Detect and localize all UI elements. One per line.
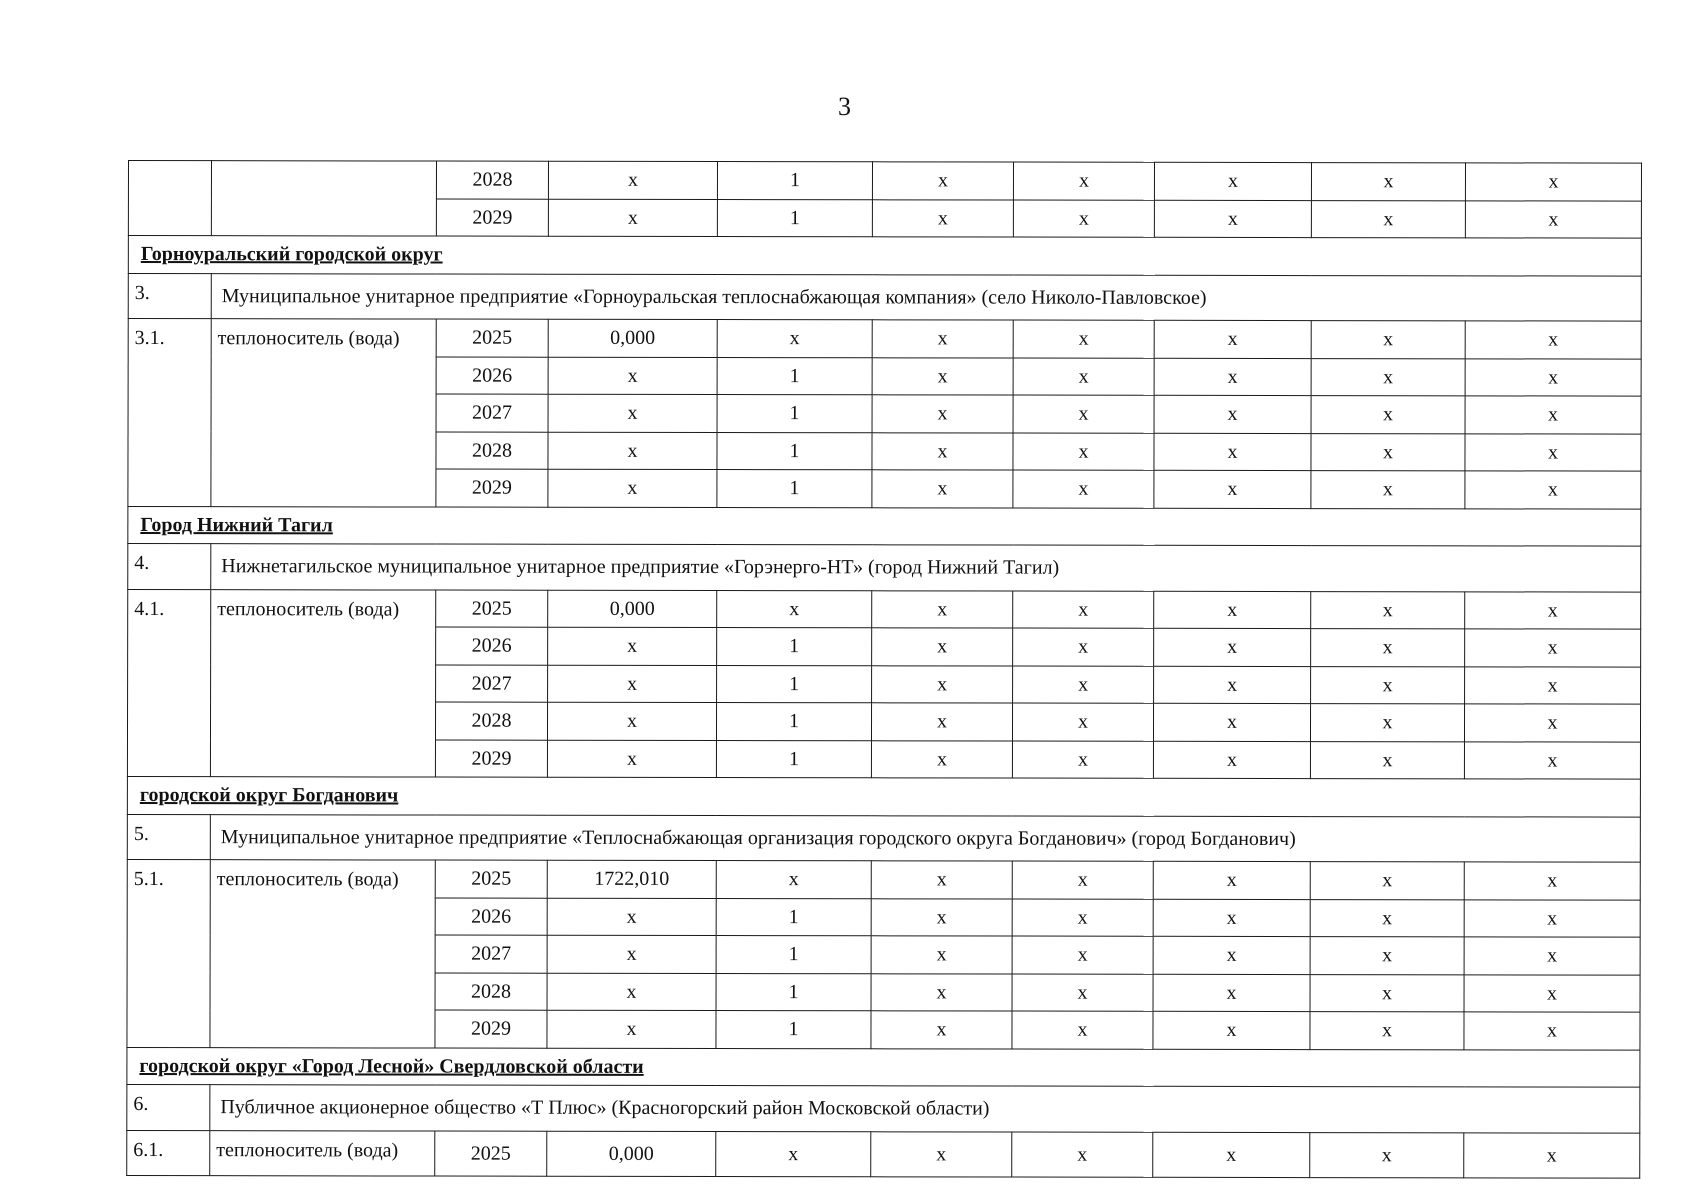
value-cell: х (872, 470, 1013, 508)
value-cell: х (548, 469, 717, 507)
value-cell: х (1153, 1011, 1310, 1049)
organization-name: Муниципальное унитарное предприятие «Горноуральская теплоснабжающая компания» (село Николо-Павловское) (211, 273, 1641, 321)
year-cell: 2029 (435, 740, 547, 778)
table-row (128, 161, 1641, 201)
value-cell: 1 (716, 898, 871, 936)
value-cell: х (1012, 1132, 1153, 1178)
tariff-table (126, 160, 1642, 1179)
year-cell: 2025 (435, 860, 547, 898)
resource-name: теплоноситель (вода) (210, 1130, 435, 1176)
item-number: 3.1. (128, 319, 211, 507)
value-cell: х (1013, 200, 1154, 238)
value-cell: х (547, 740, 716, 778)
value-cell: х (1464, 704, 1640, 742)
value-cell: х (1310, 741, 1464, 779)
year-cell: 2028 (436, 432, 548, 470)
year-cell: 2025 (436, 319, 548, 357)
value-cell: х (1154, 470, 1311, 508)
value-cell: х (871, 1011, 1012, 1049)
value-cell: х (548, 665, 717, 703)
value-cell: х (1465, 321, 1641, 359)
value-cell: х (1311, 433, 1465, 471)
value-cell: х (871, 740, 1012, 778)
item-number: 5.1. (127, 859, 210, 1047)
value-cell: х (871, 898, 1012, 936)
value-cell: х (1012, 899, 1153, 937)
value-cell: х (1311, 163, 1465, 201)
value-cell: х (1465, 433, 1641, 471)
organization-row (127, 814, 1640, 862)
section-title-row (127, 776, 1640, 816)
value-cell: х (548, 199, 717, 237)
value-cell: 1 (717, 628, 872, 666)
year-cell: 2028 (435, 973, 547, 1011)
value-cell: 1 (717, 665, 872, 703)
year-cell: 2027 (435, 935, 547, 973)
value-cell: х (1013, 358, 1154, 396)
value-cell: х (1464, 937, 1640, 975)
value-cell: х (1465, 358, 1641, 396)
year-cell: 2028 (436, 161, 548, 199)
value-cell: х (871, 703, 1012, 741)
value-cell: х (1465, 591, 1641, 629)
organization-number: 5. (127, 814, 210, 860)
value-cell: х (1311, 321, 1465, 359)
value-cell: х (1464, 974, 1640, 1012)
value-cell: х (1310, 899, 1464, 937)
value-cell: х (1013, 433, 1154, 471)
value-cell: х (716, 1131, 871, 1177)
value-cell: х (1154, 200, 1311, 238)
value-cell: 0,000 (548, 319, 717, 357)
value-cell: 1 (716, 740, 871, 778)
section-title: Горноуральский городской округ (128, 236, 1641, 276)
value-cell: 0,000 (548, 590, 717, 628)
value-cell: х (872, 665, 1013, 703)
value-cell: х (1153, 861, 1310, 899)
value-cell: х (1153, 974, 1310, 1012)
value-cell: х (1310, 862, 1464, 900)
organization-number: 3. (128, 273, 211, 319)
value-cell: х (1465, 471, 1641, 509)
value-cell: х (871, 861, 1012, 899)
value-cell: х (1311, 396, 1465, 434)
value-cell: х (1310, 1132, 1464, 1178)
table-row (127, 1130, 1640, 1178)
value-cell: х (1153, 703, 1310, 741)
value-cell: 1 (717, 470, 872, 508)
item-number: 6.1. (127, 1130, 210, 1176)
value-cell: х (872, 357, 1013, 395)
table-row (127, 859, 1640, 899)
value-cell: х (1464, 862, 1640, 900)
value-cell: х (1154, 433, 1311, 471)
value-cell: 1 (716, 936, 871, 974)
value-cell: х (716, 861, 871, 899)
organization-row (127, 1084, 1640, 1132)
value-cell: х (871, 1131, 1012, 1177)
value-cell: х (1153, 936, 1310, 974)
value-cell: 1 (717, 432, 872, 470)
resource-name: теплоноситель (вода) (211, 319, 436, 507)
value-cell: х (1013, 628, 1154, 666)
organization-name: Публичное акционерное общество «Т Плюс» (Красногорский район Московской области) (210, 1085, 1640, 1133)
item-number: 4.1. (127, 589, 210, 777)
section-title: городской округ Богданович (127, 776, 1640, 816)
value-cell: 1 (717, 357, 872, 395)
year-cell: 2027 (436, 665, 548, 703)
value-cell: х (1012, 741, 1153, 779)
value-cell: х (1311, 591, 1465, 629)
value-cell: х (1311, 666, 1465, 704)
value-cell: х (548, 432, 717, 470)
value-cell: х (872, 395, 1013, 433)
value-cell: х (872, 320, 1013, 358)
value-cell: х (1310, 1012, 1464, 1050)
value-cell: х (1464, 1132, 1640, 1178)
resource-name: теплоноситель (вода) (210, 589, 435, 777)
year-cell: 2026 (435, 898, 547, 936)
year-cell: 2026 (436, 627, 548, 665)
value-cell: х (1013, 162, 1154, 200)
value-cell: х (1013, 470, 1154, 508)
value-cell: х (548, 357, 717, 395)
value-cell: х (1012, 861, 1153, 899)
table-row (128, 589, 1641, 629)
table-row (128, 319, 1641, 359)
organization-row (128, 273, 1641, 321)
value-cell: х (872, 432, 1013, 470)
organization-row (128, 544, 1641, 592)
value-cell: х (1012, 974, 1153, 1012)
value-cell: х (1012, 936, 1153, 974)
value-cell: х (1013, 666, 1154, 704)
year-cell: 2029 (436, 469, 548, 507)
value-cell: х (1153, 741, 1310, 779)
value-cell: х (1465, 666, 1641, 704)
year-cell: 2028 (435, 702, 547, 740)
value-cell: 0,000 (547, 1131, 716, 1177)
section-title: Город Нижний Тагил (128, 506, 1641, 546)
resource-name: теплоноситель (вода) (210, 860, 435, 1048)
value-cell: х (1464, 899, 1640, 937)
value-cell: х (547, 1010, 716, 1048)
value-cell: х (1154, 162, 1311, 200)
value-cell: х (548, 161, 717, 199)
value-cell: х (1013, 320, 1154, 358)
value-cell: х (1154, 591, 1311, 629)
section-title-row (127, 1047, 1640, 1087)
value-cell: х (547, 898, 716, 936)
value-cell: 1 (716, 1011, 871, 1049)
value-cell: х (1311, 200, 1465, 238)
value-cell: х (1013, 395, 1154, 433)
organization-name: Муниципальное унитарное предприятие «Теплоснабжающая организация городского округа Богданович» (город Богданович) (210, 814, 1640, 862)
value-cell: х (871, 936, 1012, 974)
value-cell: х (1013, 591, 1154, 629)
value-cell: х (548, 394, 717, 432)
value-cell: х (1311, 358, 1465, 396)
value-cell: х (1310, 937, 1464, 975)
value-cell: х (872, 199, 1013, 237)
resource-cell (211, 161, 436, 236)
value-cell: х (872, 590, 1013, 628)
value-cell: х (1465, 200, 1641, 238)
section-title: городской округ «Город Лесной» Свердловской области (127, 1047, 1640, 1087)
year-cell: 2025 (436, 590, 548, 628)
value-cell: х (1311, 471, 1465, 509)
value-cell: 1 (716, 973, 871, 1011)
value-cell: х (1153, 1132, 1310, 1178)
value-cell: х (1154, 320, 1311, 358)
value-cell: х (1012, 1011, 1153, 1049)
value-cell: х (548, 627, 717, 665)
organization-number: 6. (127, 1084, 210, 1130)
value-cell: х (871, 973, 1012, 1011)
value-cell: х (1153, 899, 1310, 937)
value-cell: х (1464, 1012, 1640, 1050)
value-cell: х (1464, 741, 1640, 779)
year-cell: 2027 (436, 394, 548, 432)
value-cell: х (547, 973, 716, 1011)
value-cell: х (1154, 666, 1311, 704)
year-cell: 2026 (436, 357, 548, 395)
value-cell: х (1311, 629, 1465, 667)
number-cell (128, 161, 211, 236)
value-cell: х (1310, 974, 1464, 1012)
value-cell: х (1465, 396, 1641, 434)
year-cell: 2025 (435, 1131, 547, 1177)
section-title-row (128, 506, 1641, 546)
value-cell: х (1154, 628, 1311, 666)
section-title-row (128, 236, 1641, 276)
organization-number: 4. (128, 544, 211, 590)
value-cell: 1 (717, 395, 872, 433)
page-number: 3 (838, 92, 851, 121)
value-cell: х (1012, 703, 1153, 741)
organization-name: Нижнетагильское муниципальное унитарное предприятие «Горэнерго-НТ» (город Нижний Тагил) (211, 544, 1641, 592)
value-cell: х (872, 628, 1013, 666)
value-cell: х (872, 162, 1013, 200)
value-cell: 1 (717, 199, 872, 237)
value-cell: х (1465, 163, 1641, 201)
value-cell: х (1154, 395, 1311, 433)
value-cell: х (547, 935, 716, 973)
value-cell: х (1310, 704, 1464, 742)
value-cell: 1 (717, 162, 872, 200)
value-cell: х (1465, 629, 1641, 667)
value-cell: 1 (716, 703, 871, 741)
year-cell: 2029 (435, 1010, 547, 1048)
value-cell: 1722,010 (547, 860, 716, 898)
year-cell: 2029 (436, 199, 548, 237)
value-cell: х (717, 320, 872, 358)
value-cell: х (717, 590, 872, 628)
value-cell: х (547, 702, 716, 740)
value-cell: х (1154, 358, 1311, 396)
